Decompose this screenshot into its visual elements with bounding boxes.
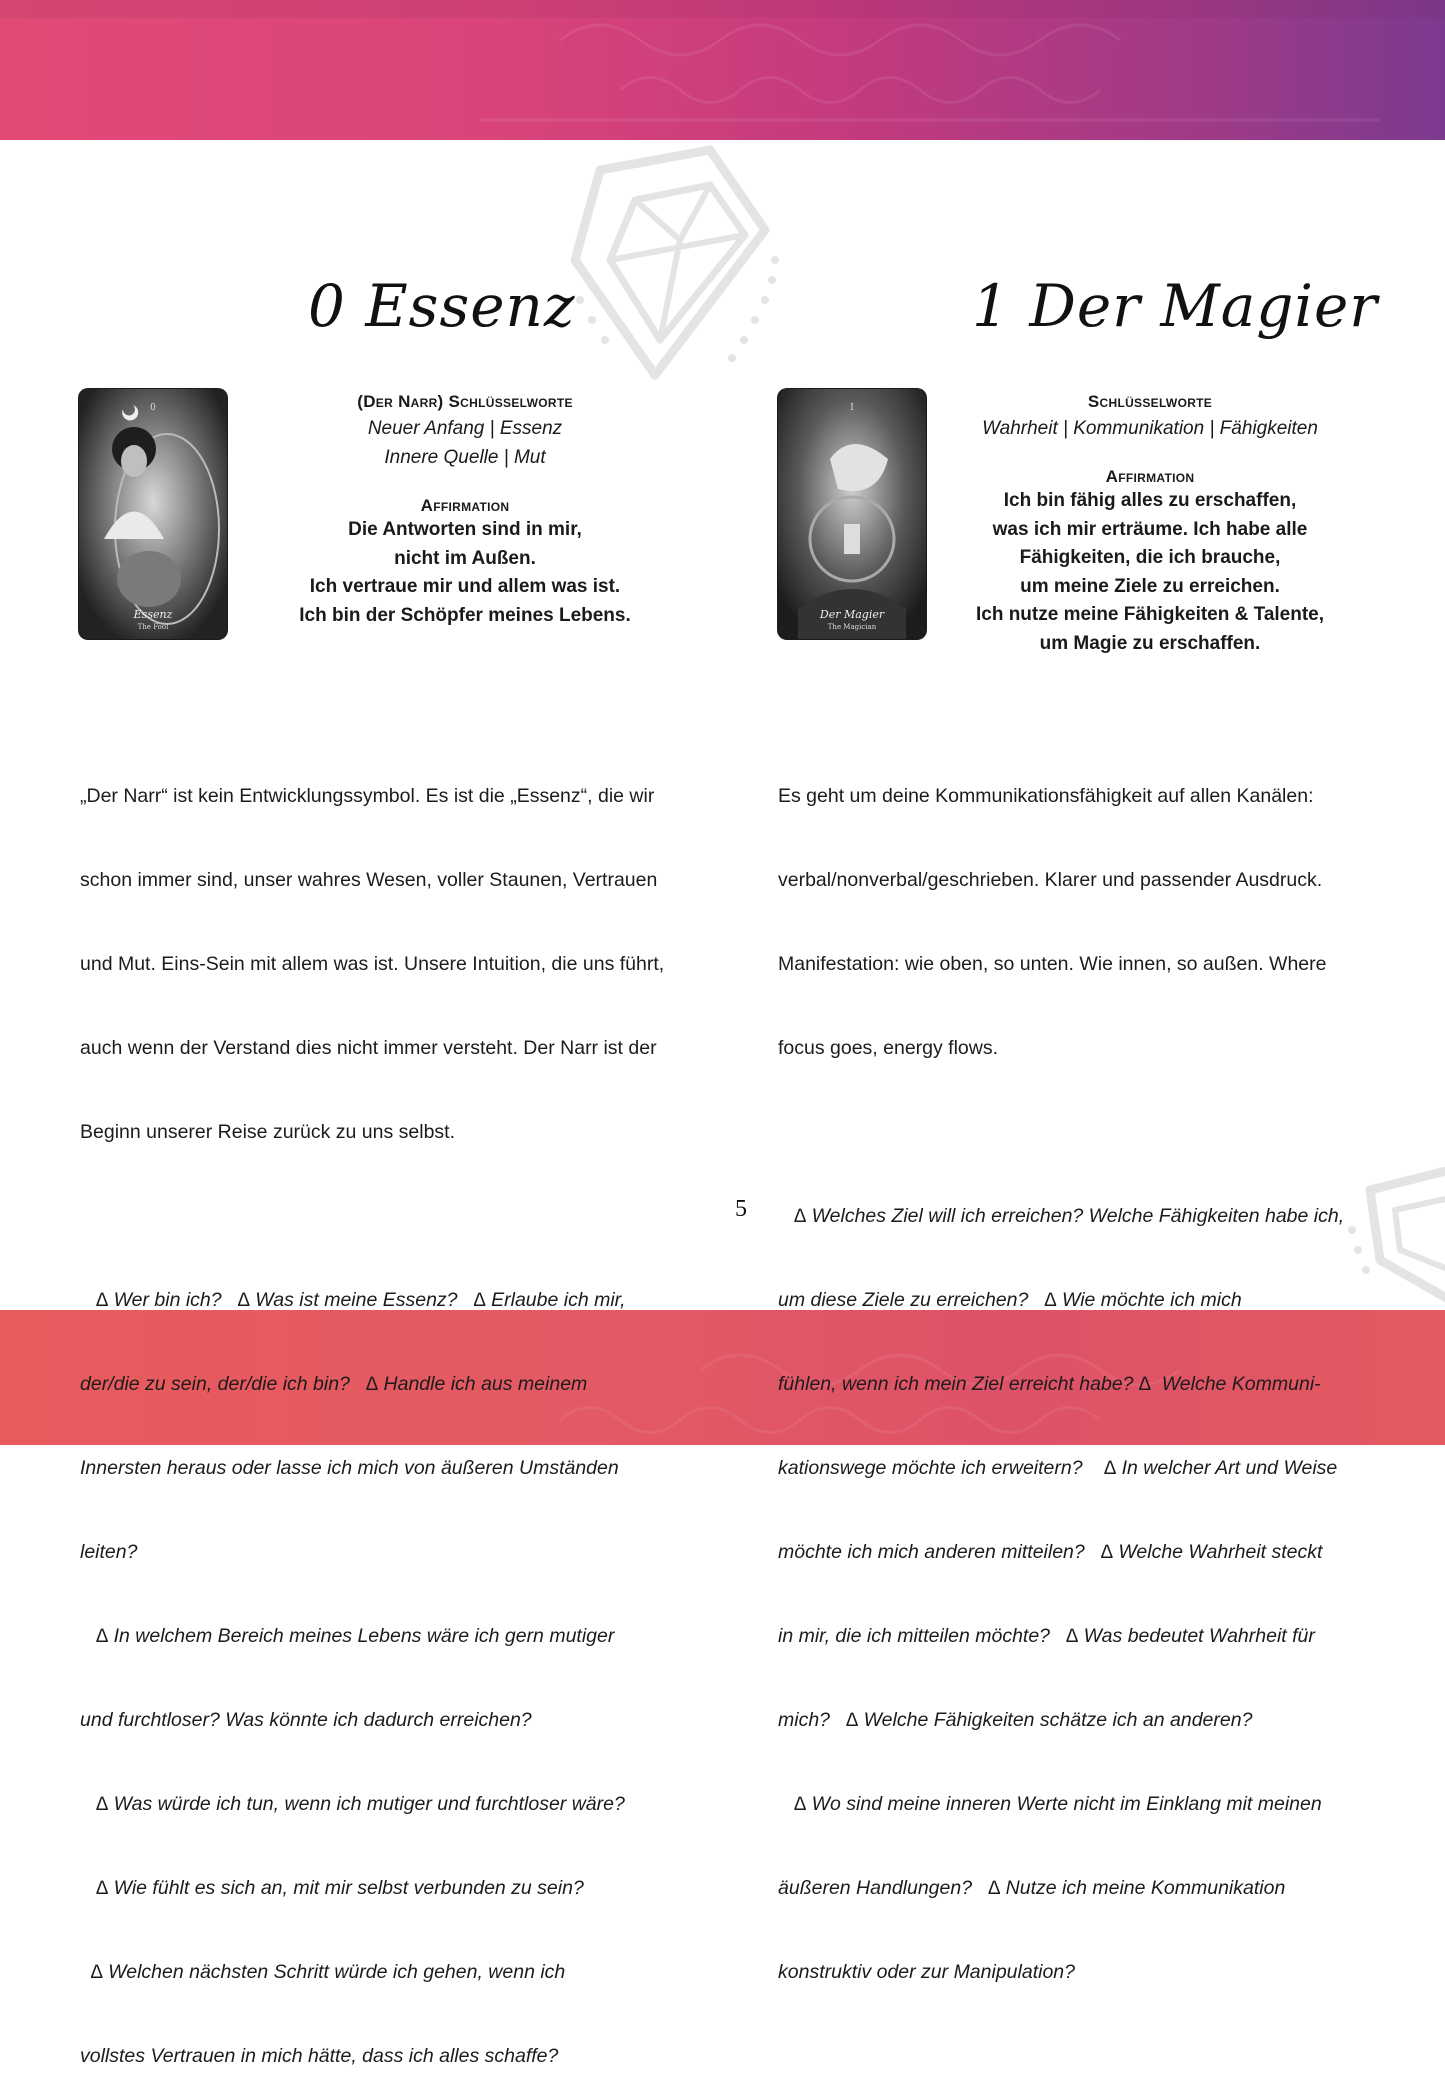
body-line: verbal/nonverbal/geschrieben. Klarer und passender Ausdruck. [778,869,1323,891]
body-line: Manifestation: wie oben, so unten. Wie innen, so außen. Where [778,953,1327,975]
card-subtitle: The Magician [827,623,877,631]
keywords-heading: Schlüsselworte [1087,392,1213,411]
question-line: leiten? [80,1541,138,1563]
top-decorative-band [0,0,1445,140]
affirmation-line: was ich mir erträume. Ich habe alle [992,518,1308,540]
affirmation-line: Die Antworten sind in mir, [348,519,582,540]
body-line: „Der Narr“ ist kein Entwicklungssymbol. Es ist die „Essenz“, die wir [80,785,655,807]
right-tarot-card [778,389,926,639]
question-line: ∆ In welchem Bereich meines Lebens wäre ich gern mutiger [80,1625,615,1647]
keyword-line: Innere Quelle | Mut [384,447,546,468]
question-line: um diese Ziele zu erreichen? ∆ Wie möchte ich mich [778,1289,1242,1311]
question-line: konstruktiv oder zur Manipulation? [778,1961,1075,1983]
affirmation-line: Ich nutze meine Fähigkeiten & Talente, [975,604,1325,625]
band-script-pattern [0,0,1445,140]
affirmation-line: nicht im Außen. [394,547,536,569]
card-name: Essenz [133,608,173,621]
right-body-text [778,726,1418,2014]
question-line: möchte ich mich anderen mitteilen? ∆ Welche Wahrheit steckt [778,1541,1323,1563]
keyword-line: Wahrheit | Kommunikation | Fähigkeiten [982,418,1318,439]
page-number: 5 [735,1196,747,1222]
question-line: ∆ Wie fühlt es sich an, mit mir selbst verbunden zu sein? [80,1877,584,1899]
question-line: und furchtloser? Was könnte ich dadurch erreichen? [80,1709,532,1731]
card-number: 0 [150,403,156,413]
card-artwork [79,389,227,639]
question-line: ∆ Welchen nächsten Schritt würde ich gehen, wenn ich [80,1961,566,1983]
question-line: ∆ Wo sind meine inneren Werte nicht im Einklang mit meinen [778,1793,1322,1815]
keyword-line: Neuer Anfang | Essenz [367,418,563,439]
affirmation-line: Ich bin der Schöpfer meines Lebens. [299,604,631,626]
question-line: ∆ Wer bin ich? ∆ Was ist meine Essenz? ∆ Erlaube ich mir, [80,1289,626,1311]
left-body-text [80,726,740,2098]
affirmation-heading: Affirmation [420,496,510,515]
question-line: in mir, die ich mitteilen möchte? ∆ Was bedeutet Wahrheit für [778,1625,1315,1647]
card-subtitle: The Fool [137,623,169,631]
affirmation-line: Fähigkeiten, die ich brauche, [1019,547,1281,568]
question-line: äußeren Handlungen? ∆ Nutze ich meine Kommunikation [778,1877,1286,1899]
question-line: ∆ Welches Ziel will ich erreichen? Welche Fähigkeiten habe ich, [778,1205,1345,1227]
keywords-heading: (Der Narr) Schlüsselworte [357,392,573,411]
card-number: I [850,403,854,413]
question-line: fühlen, wenn ich mein Ziel erreicht habe? ∆ Welche Kommuni- [778,1373,1321,1395]
affirmation-line: um Magie zu erschaffen. [1039,632,1261,654]
left-keywords-block [280,392,650,630]
question-line: kationswege möchte ich erweitern? ∆ In welcher Art und Weise [778,1457,1338,1479]
body-line: und Mut. Eins-Sein mit allem was ist. Unsere Intuition, die uns führt, [80,953,665,975]
body-line: Es geht um deine Kommunikationsfähigkeit auf allen Kanälen: [778,785,1314,807]
question-line: der/die zu sein, der/die ich bin? ∆ Handle ich aus meinem [80,1373,588,1395]
card-artwork [778,389,926,639]
question-line: ∆ Was würde ich tun, wenn ich mutiger und furchtloser wäre? [80,1793,625,1815]
question-line: mich? ∆ Welche Fähigkeiten schätze ich an anderen? [778,1709,1253,1731]
affirmation-heading: Affirmation [1105,467,1195,486]
affirmation-line: Ich bin fähig alles zu erschaffen, [1003,490,1297,511]
crystal-ornament-icon [560,140,800,390]
left-tarot-card [79,389,227,639]
question-line: vollstes Vertrauen in mich hätte, dass ich alles schaffe? [80,2045,559,2067]
body-line: Beginn unserer Reise zurück zu uns selbst. [80,1121,456,1143]
left-page-title: 0 Essenz [308,272,576,340]
right-page-title: 1 Der Magier [972,272,1379,340]
body-line: focus goes, energy flows. [778,1037,999,1059]
affirmation-line: um meine Ziele zu erreichen. [1020,575,1280,597]
card-name: Der Magier [819,608,885,621]
body-line: auch wenn der Verstand dies nicht immer versteht. Der Narr ist der [80,1037,657,1059]
body-line: schon immer sind, unser wahres Wesen, voller Staunen, Vertrauen [80,869,658,891]
affirmation-line: Ich vertraue mir und allem was ist. [309,576,621,597]
right-keywords-block [950,392,1350,658]
question-line: Innersten heraus oder lasse ich mich von äußeren Umständen [80,1457,619,1479]
